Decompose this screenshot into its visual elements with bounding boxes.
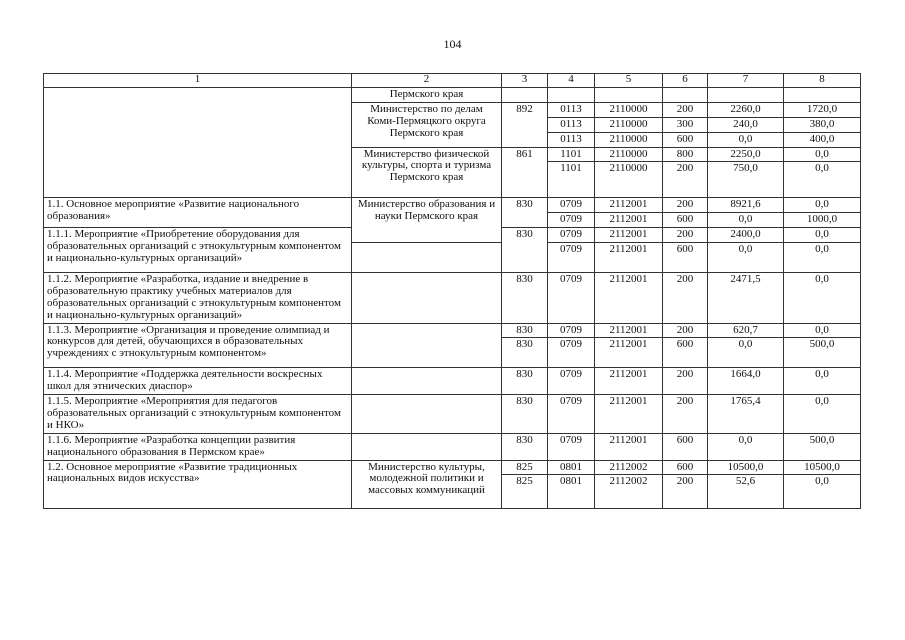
type-cell: 600 — [663, 243, 708, 273]
activity-description: 1.1. Основное мероприятие «Развитие национального образования» — [44, 198, 352, 228]
article-cell: 2110000 — [595, 102, 663, 117]
table-row — [44, 395, 861, 434]
type-cell: 800 — [663, 147, 708, 162]
code-cell: 830 — [502, 395, 548, 434]
amount-cell: 0,0 — [708, 213, 784, 228]
code-cell: 825 — [502, 460, 548, 475]
article-cell: 2112001 — [595, 433, 663, 460]
amount-cell: 0,0 — [708, 338, 784, 368]
article-cell: 2112001 — [595, 228, 663, 243]
type-cell: 200 — [663, 228, 708, 243]
ministry-cell — [352, 395, 502, 434]
article-cell: 2112001 — [595, 243, 663, 273]
column-number: 4 — [548, 74, 595, 88]
column-number: 1 — [44, 74, 352, 88]
section-cell: 0709 — [548, 243, 595, 273]
article-cell: 2112002 — [595, 460, 663, 475]
amount-cell: 1765,4 — [708, 395, 784, 434]
amount-cell: 0,0 — [784, 198, 861, 213]
section-cell: 1101 — [548, 162, 595, 198]
code-cell: 830 — [502, 228, 548, 273]
article-cell: 2110000 — [595, 162, 663, 198]
amount-cell: 620,7 — [708, 323, 784, 338]
amount-cell: 2260,0 — [708, 102, 784, 117]
amount-cell — [784, 88, 861, 103]
amount-cell: 0,0 — [784, 368, 861, 395]
amount-cell: 1720,0 — [784, 102, 861, 117]
type-cell: 200 — [663, 162, 708, 198]
amount-cell: 2250,0 — [708, 147, 784, 162]
type-cell: 200 — [663, 102, 708, 117]
code-cell: 825 — [502, 475, 548, 509]
column-number: 6 — [663, 74, 708, 88]
table-row — [44, 88, 861, 103]
type-cell: 600 — [663, 338, 708, 368]
article-cell: 2112001 — [595, 273, 663, 324]
activity-description: 1.1.6. Мероприятие «Разработка концепции развития национального образования в Пермском крае» — [44, 433, 352, 460]
table-row — [44, 368, 861, 395]
section-cell — [548, 88, 595, 103]
column-number: 8 — [784, 74, 861, 88]
type-cell: 200 — [663, 323, 708, 338]
article-cell: 2110000 — [595, 117, 663, 132]
code-cell: 830 — [502, 433, 548, 460]
amount-cell: 0,0 — [784, 147, 861, 162]
column-number: 7 — [708, 74, 784, 88]
type-cell: 600 — [663, 460, 708, 475]
ministry-cell: Пермского края — [352, 88, 502, 103]
activity-description: 1.1.2. Мероприятие «Разработка, издание и внедрение в образовательную практику учебных материалов для образовательных организаций с этнокультурным компонентом и национально-культурных организаций» — [44, 273, 352, 324]
section-cell: 0709 — [548, 198, 595, 213]
article-cell — [595, 88, 663, 103]
table-row — [44, 273, 861, 324]
amount-cell: 0,0 — [708, 243, 784, 273]
section-cell: 0709 — [548, 338, 595, 368]
ministry-cell: Министерство физической культуры, спорта и туризма Пермского края — [352, 147, 502, 198]
ministry-cell — [352, 368, 502, 395]
code-cell: 861 — [502, 147, 548, 198]
amount-cell: 1664,0 — [708, 368, 784, 395]
ministry-cell: Министерство по делам Коми-Пермяцкого округа Пермского края — [352, 102, 502, 147]
activity-description: 1.1.1. Мероприятие «Приобретение оборудования для образовательных организаций с этнокультурным компонентом и национально-культурных организаций» — [44, 228, 352, 273]
code-cell: 892 — [502, 102, 548, 147]
article-cell: 2112001 — [595, 198, 663, 213]
section-cell: 0709 — [548, 323, 595, 338]
amount-cell: 0,0 — [784, 323, 861, 338]
amount-cell: 1000,0 — [784, 213, 861, 228]
amount-cell: 0,0 — [708, 433, 784, 460]
ministry-cell — [352, 433, 502, 460]
activity-description: 1.1.5. Мероприятие «Мероприятия для педагогов образовательных организаций с этнокультурным компонентом и НКО» — [44, 395, 352, 434]
activity-description: 1.2. Основное мероприятие «Развитие традиционных национальных видов искусства» — [44, 460, 352, 509]
table-row — [44, 323, 861, 338]
amount-cell: 0,0 — [784, 475, 861, 509]
amount-cell: 0,0 — [784, 162, 861, 198]
column-numbers-row — [44, 74, 861, 88]
section-cell: 0113 — [548, 102, 595, 117]
amount-cell: 500,0 — [784, 433, 861, 460]
section-cell: 1101 — [548, 147, 595, 162]
type-cell: 200 — [663, 395, 708, 434]
amount-cell: 2471,5 — [708, 273, 784, 324]
article-cell: 2112002 — [595, 475, 663, 509]
amount-cell: 2400,0 — [708, 228, 784, 243]
column-number: 5 — [595, 74, 663, 88]
type-cell: 200 — [663, 198, 708, 213]
type-cell: 200 — [663, 475, 708, 509]
activity-description — [44, 88, 352, 198]
type-cell: 200 — [663, 368, 708, 395]
section-cell: 0709 — [548, 395, 595, 434]
article-cell: 2112001 — [595, 338, 663, 368]
amount-cell: 500,0 — [784, 338, 861, 368]
amount-cell: 380,0 — [784, 117, 861, 132]
column-number: 2 — [352, 74, 502, 88]
article-cell: 2112001 — [595, 323, 663, 338]
section-cell: 0709 — [548, 368, 595, 395]
ministry-cell: Министерство образования и науки Пермского края — [352, 198, 502, 243]
activity-description: 1.1.3. Мероприятие «Организация и проведение олимпиад и конкурсов для детей, обучающихся в образовательных учреждениях с этнокультурным компонентом» — [44, 323, 352, 368]
type-cell: 200 — [663, 273, 708, 324]
amount-cell: 10500,0 — [784, 460, 861, 475]
code-cell — [502, 88, 548, 103]
code-cell: 830 — [502, 338, 548, 368]
code-cell: 830 — [502, 323, 548, 338]
type-cell: 600 — [663, 433, 708, 460]
amount-cell: 400,0 — [784, 132, 861, 147]
table-row — [44, 433, 861, 460]
code-cell: 830 — [502, 198, 548, 228]
amount-cell: 0,0 — [784, 243, 861, 273]
article-cell: 2112001 — [595, 395, 663, 434]
article-cell: 2112001 — [595, 213, 663, 228]
type-cell: 300 — [663, 117, 708, 132]
section-cell: 0709 — [548, 433, 595, 460]
amount-cell: 0,0 — [708, 132, 784, 147]
ministry-cell: Министерство культуры, молодежной политики и массовых коммуникаций — [352, 460, 502, 509]
article-cell: 2110000 — [595, 132, 663, 147]
activity-description: 1.1.4. Мероприятие «Поддержка деятельности воскресных школ для этнических диаспор» — [44, 368, 352, 395]
amount-cell: 8921,6 — [708, 198, 784, 213]
section-cell: 0801 — [548, 475, 595, 509]
column-number: 3 — [502, 74, 548, 88]
ministry-cell — [352, 273, 502, 324]
section-cell: 0709 — [548, 228, 595, 243]
section-cell: 0709 — [548, 273, 595, 324]
type-cell: 600 — [663, 213, 708, 228]
ministry-cell — [352, 243, 502, 273]
table-row — [44, 198, 861, 213]
article-cell: 2112001 — [595, 368, 663, 395]
amount-cell: 0,0 — [784, 395, 861, 434]
amount-cell: 0,0 — [784, 273, 861, 324]
amount-cell: 52,6 — [708, 475, 784, 509]
section-cell: 0801 — [548, 460, 595, 475]
amount-cell: 750,0 — [708, 162, 784, 198]
budget-table — [43, 73, 861, 509]
amount-cell: 240,0 — [708, 117, 784, 132]
amount-cell — [708, 88, 784, 103]
section-cell: 0709 — [548, 213, 595, 228]
article-cell: 2110000 — [595, 147, 663, 162]
type-cell — [663, 88, 708, 103]
section-cell: 0113 — [548, 117, 595, 132]
section-cell: 0113 — [548, 132, 595, 147]
code-cell: 830 — [502, 273, 548, 324]
page-number: 104 — [443, 37, 462, 51]
amount-cell: 0,0 — [784, 228, 861, 243]
type-cell: 600 — [663, 132, 708, 147]
amount-cell: 10500,0 — [708, 460, 784, 475]
code-cell: 830 — [502, 368, 548, 395]
ministry-cell — [352, 323, 502, 368]
table-row — [44, 460, 861, 475]
